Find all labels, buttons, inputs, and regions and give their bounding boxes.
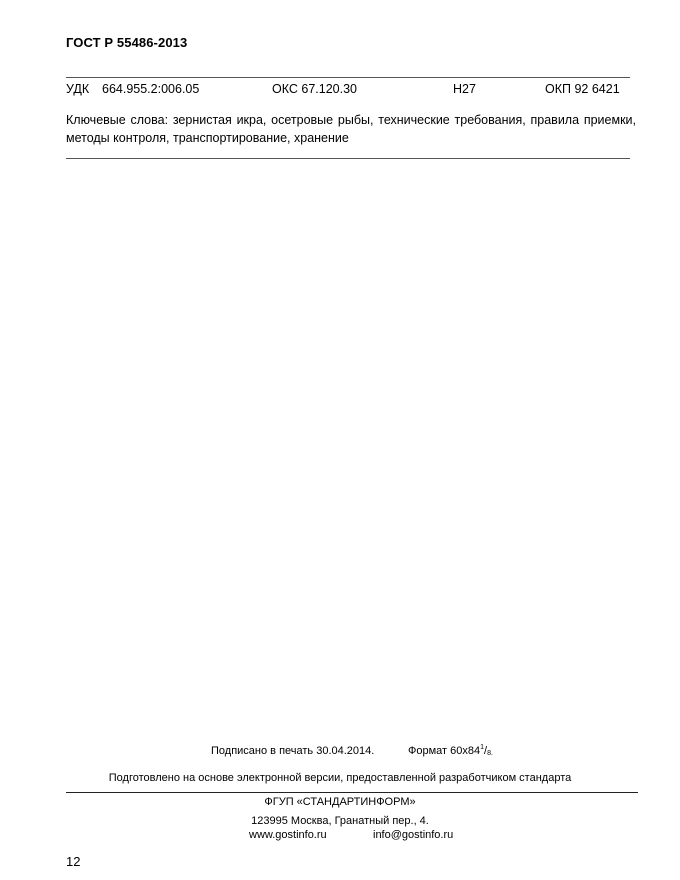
paper-format: Формат $60х84^1/_{8.}$ xyxy=(408,744,493,757)
classifier-code: Н27 xyxy=(453,82,476,96)
page-number: 12 xyxy=(66,854,81,869)
udk-value: 664.955.2:006.05 xyxy=(102,82,200,96)
oks-code: ОКС 67.120.30 xyxy=(272,82,357,96)
publisher-name: ФГУП «СТАНДАРТИНФОРМ» xyxy=(264,796,416,808)
paper-format-denominator: 8. xyxy=(487,750,493,757)
keywords-paragraph: Ключевые слова: зернистая икра, осетровые рыбы, технические требования, правила приемки, методы контроля, транспортирование, хранение xyxy=(66,113,636,145)
paper-format-numerator: 1 xyxy=(480,744,485,751)
paper-format-prefix: Формат 60х84 xyxy=(408,745,481,757)
imprint-divider xyxy=(66,792,638,793)
standard-code: ГОСТ Р 55486-2013 xyxy=(66,35,188,50)
keywords-divider xyxy=(66,158,630,159)
udk-label: УДК xyxy=(66,82,90,96)
top-divider xyxy=(66,77,630,78)
publisher-email: info@gostinfo.ru xyxy=(373,829,454,841)
prepared-note: Подготовлено на основе электронной версии, предоставленной разработчиком стандарта xyxy=(108,772,572,784)
signed-for-print: Подписано в печать 30.04.2014. xyxy=(211,745,375,757)
publisher-address: 123995 Москва, Гранатный пер., 4. xyxy=(251,815,429,827)
okp-code: ОКП 92 6421 xyxy=(545,82,620,96)
publisher-website: www.gostinfo.ru xyxy=(249,829,327,841)
